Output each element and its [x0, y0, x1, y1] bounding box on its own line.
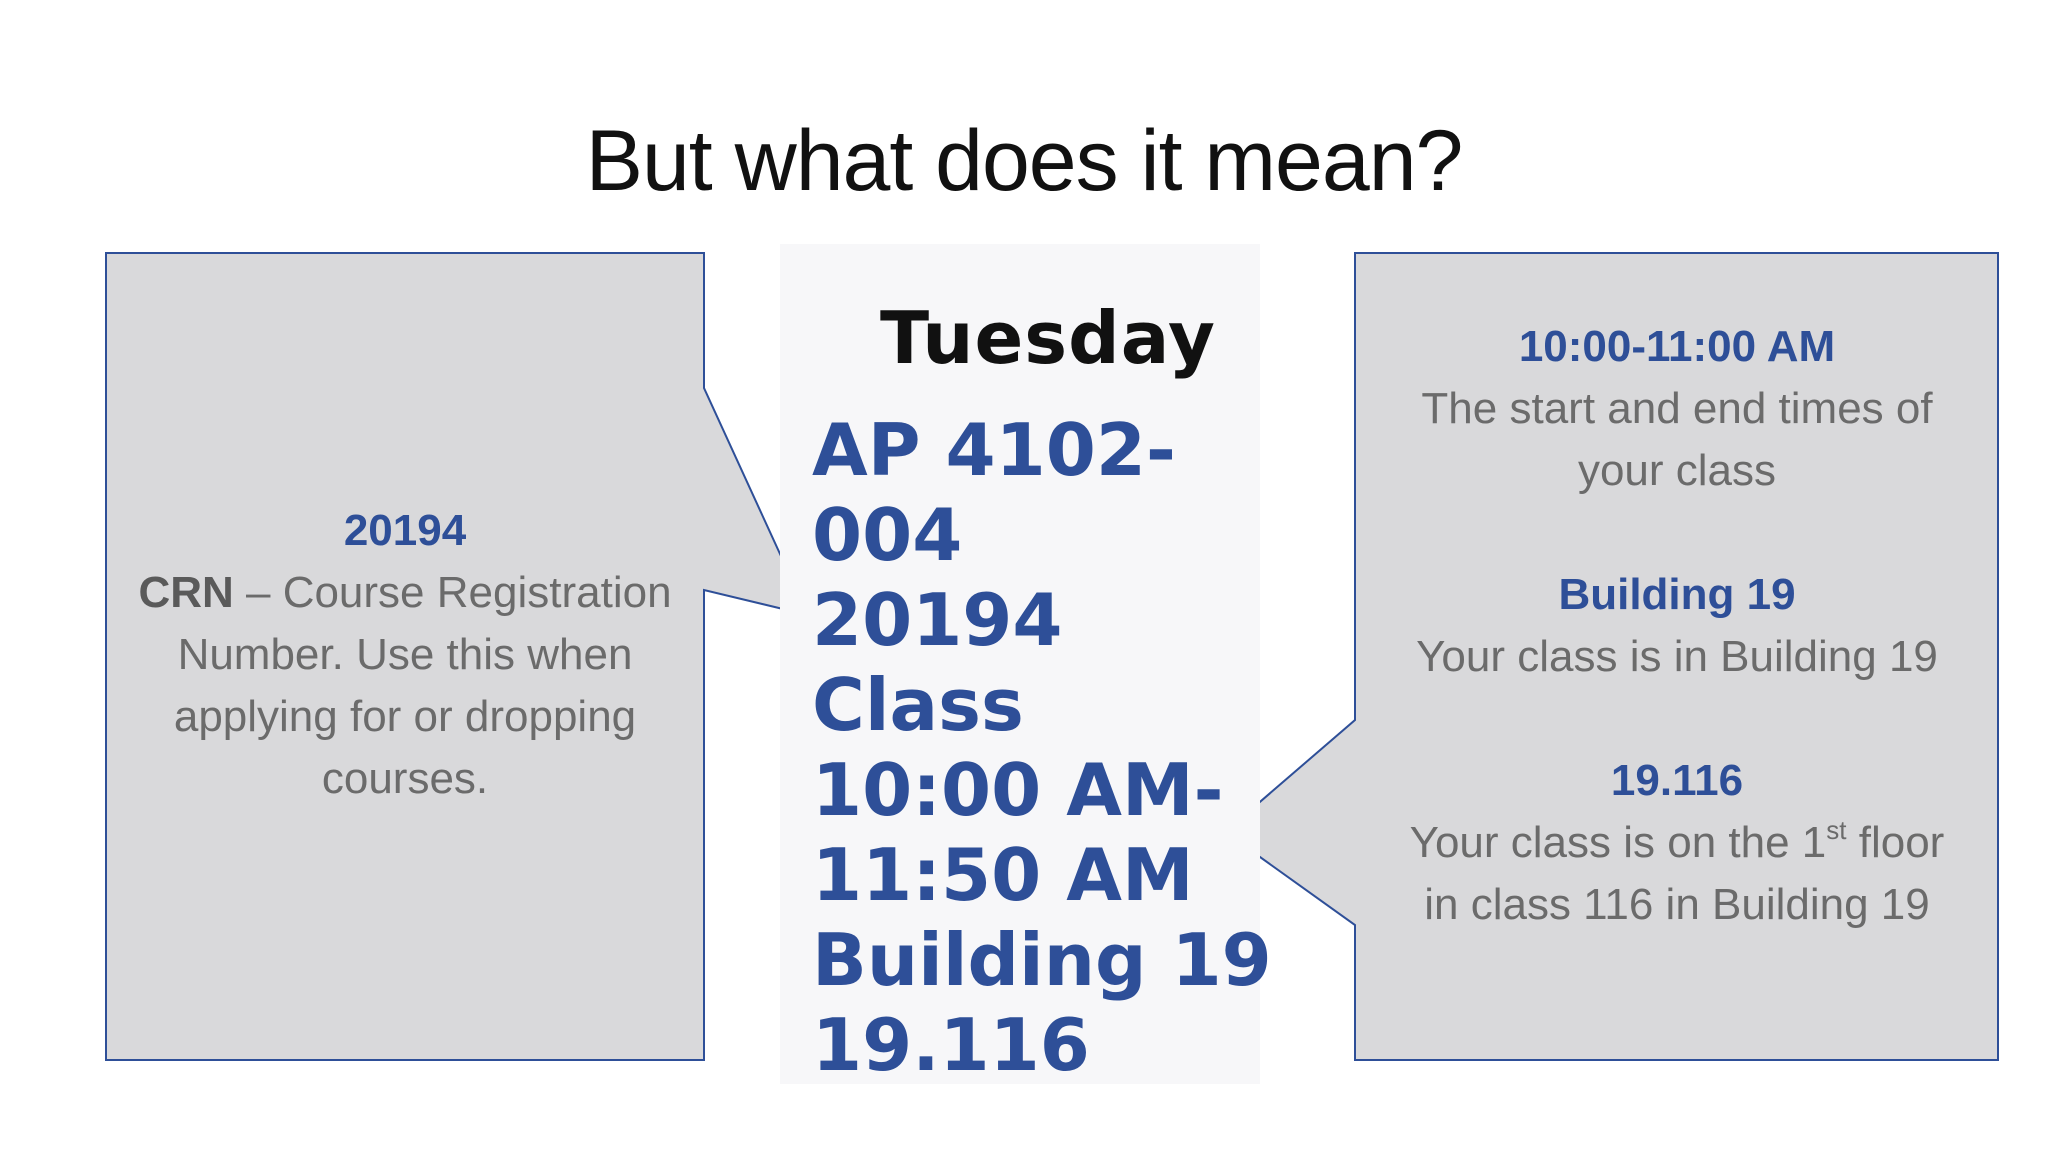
crn-line-4: courses. — [321, 754, 489, 803]
schedule-end-time: 11:50 AM — [812, 833, 1194, 917]
schedule-crn: 20194 — [812, 578, 1063, 662]
time-value: 10:00-11:00 AM — [1518, 322, 1836, 371]
spacer — [1360, 502, 1994, 564]
time-line-2: your class — [1577, 446, 1777, 495]
room-ordinal: st — [1826, 815, 1847, 846]
crn-text-1: Course Registration — [282, 568, 672, 617]
schedule-start-time: 10:00 AM- — [812, 748, 1224, 832]
left-callout-text — [110, 500, 700, 810]
schedule-day: Tuesday — [880, 296, 1216, 380]
spacer — [1360, 688, 1994, 750]
crn-term: CRN — [138, 568, 234, 617]
right-callout-text — [1360, 316, 1994, 936]
crn-line-3: applying for or dropping — [173, 692, 637, 741]
schedule-course: AP 4102- — [812, 408, 1176, 492]
crn-value: 20194 — [343, 506, 467, 555]
slide-title: But what does it mean? — [585, 113, 1463, 209]
schedule-room: 19.116 — [812, 1003, 1090, 1087]
schedule-section: 004 — [812, 493, 963, 577]
crn-dash: – — [233, 568, 283, 617]
room-text-a: Your class is on the 1 — [1409, 818, 1827, 867]
building-line: Your class is in Building 19 — [1416, 632, 1938, 681]
schedule-type: Class — [812, 663, 1024, 747]
time-line-1: The start and end times of — [1421, 384, 1933, 433]
schedule-building: Building 19 — [812, 918, 1272, 1002]
crn-line-1 — [110, 562, 700, 624]
schedule-details — [812, 408, 1272, 1088]
building-value: Building 19 — [1558, 570, 1796, 619]
room-line-2: in class 116 in Building 19 — [1424, 880, 1930, 929]
room-line-1 — [1360, 812, 1994, 874]
crn-line-2: Number. Use this when — [177, 630, 633, 679]
room-value: 19.116 — [1610, 756, 1744, 805]
room-text-b: floor — [1846, 818, 1945, 867]
